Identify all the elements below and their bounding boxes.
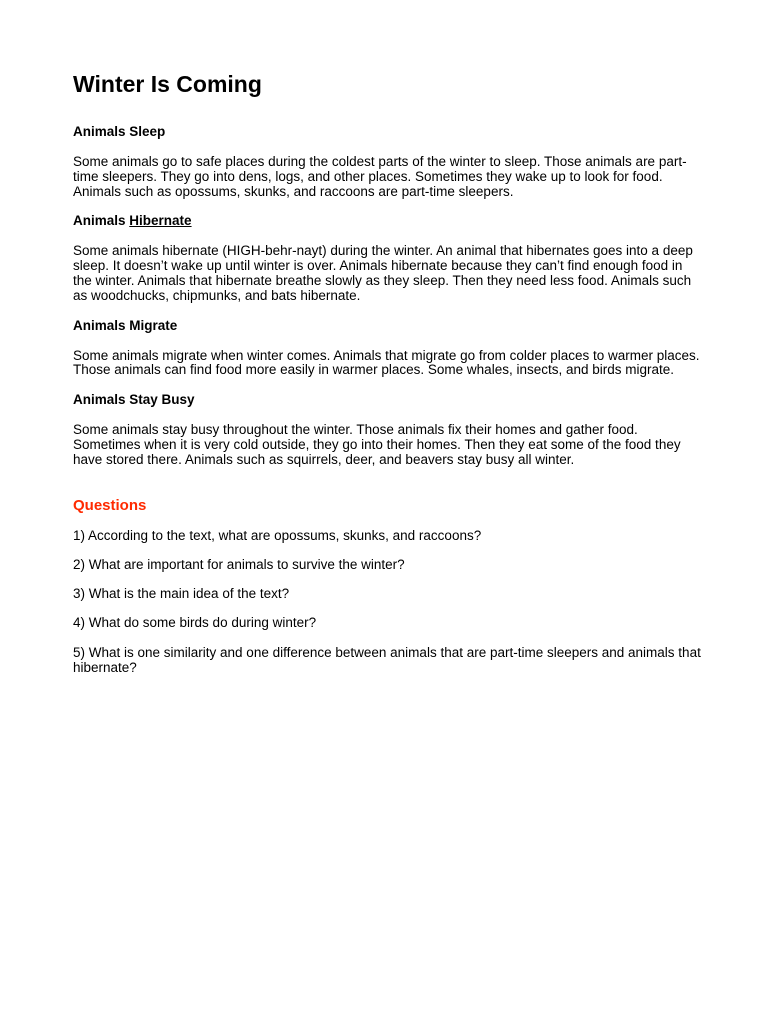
section-animals-hibernate <box>73 213 703 303</box>
document-title: Winter Is Coming <box>73 71 262 97</box>
questions-heading: Questions <box>73 496 147 514</box>
section-heading-prefix: Animals <box>73 213 130 229</box>
section-animals-stay-busy <box>73 392 703 467</box>
section-heading <box>73 213 703 229</box>
question-item: 4) What do some birds do during winter? <box>73 615 317 631</box>
question-item: 1) According to the text, what are opossums, skunks, and raccoons? <box>73 527 482 543</box>
section-body: Some animals go to safe places during the coldest parts of the winter to sleep. Those animals are part-time sleepers. They go into dens, logs, and other places. Sometimes they wake up to look for food. Animals such as opossums, skunks, and raccoons are part-time sleepers. <box>73 154 687 199</box>
section-heading: Animals Stay Busy <box>73 392 195 408</box>
section-animals-migrate <box>73 318 703 379</box>
question-item: 3) What is the main idea of the text? <box>73 586 290 602</box>
question-item: 5) What is one similarity and one difference between animals that are part-time sleepers and animals that hibernate? <box>73 644 701 675</box>
section-animals-sleep <box>73 124 703 199</box>
hibernate-vocabulary-term: Hibernate <box>129 213 192 229</box>
section-body: Some animals hibernate (HIGH-behr-nayt) during the winter. An animal that hibernates goes into a deep sleep. It doesn’t wake up until winter is over. Animals hibernate because they can’t find enough food in the winter. Animals that hibernate breathe slowly as they sleep. Then they need less food. Animals such as woodchucks, chipmunks, and bats hibernate. <box>73 243 693 303</box>
section-body: Some animals stay busy throughout the winter. Those animals fix their homes and gather food. Sometimes when it is very cold outside, they go into their homes. Then they eat some of the food they have stored there. Animals such as squirrels, deer, and beavers stay busy all winter. <box>73 422 681 467</box>
section-heading: Animals Migrate <box>73 317 178 333</box>
section-heading: Animals Sleep <box>73 124 166 139</box>
questions-list <box>73 529 703 676</box>
document-page <box>73 70 703 690</box>
section-body: Some animals migrate when winter comes. Animals that migrate go from colder places to warmer places. Those animals can find food more easily in warmer places. Some whales, insects, and birds migrate. <box>73 347 700 378</box>
question-item: 2) What are important for animals to survive the winter? <box>73 556 405 572</box>
